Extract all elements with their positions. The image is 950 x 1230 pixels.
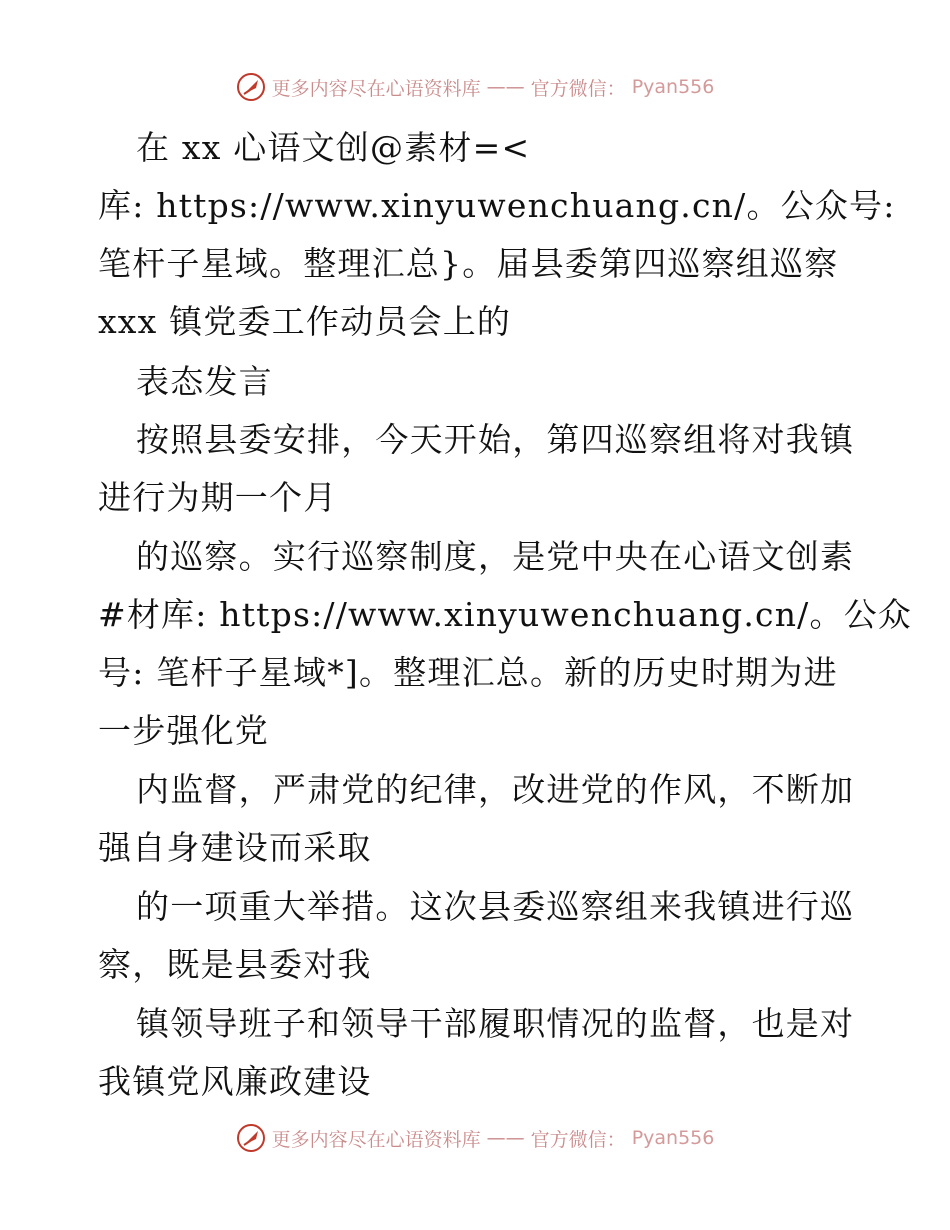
text-line: 内监督，严肃党的纪律，改进党的作风，不断加 — [136, 770, 855, 809]
text-line: 一步强化党 — [98, 711, 269, 750]
text-line: 笔杆子星域。整理汇总}。届县委第四巡察组巡察 — [98, 244, 839, 283]
banner-dash: —— — [486, 1127, 525, 1149]
banner-main-text: 更多内容尽在心语资料库 — [271, 1128, 481, 1151]
quill-logo-icon — [236, 72, 266, 102]
text-line: xxx 镇党委工作动员会上的 — [98, 302, 512, 341]
quill-logo-icon — [236, 1123, 266, 1153]
footer-watermark-banner — [0, 1123, 950, 1153]
banner-suffix-text: 官方微信： — [530, 77, 626, 100]
text-line: 镇领导班子和领导干部履职情况的监督，也是对 — [136, 1004, 855, 1043]
text-line: #材库: https://www.xinyuwenchuang.cn/。公众 — [98, 595, 913, 634]
text-line: 号: 笔杆子星域*]。整理汇总。新的历史时期为进 — [98, 653, 838, 692]
text-line: 按照县委安排，今天开始，第四巡察组将对我镇 — [136, 420, 855, 459]
text-line: 的一项重大举措。这次县委巡察组来我镇进行巡 — [136, 887, 855, 926]
text-line: 在 xx 心语文创@素材=< — [136, 128, 531, 167]
banner-wechat-id: Pyan556 — [631, 76, 715, 98]
header-watermark-banner — [0, 72, 950, 102]
banner-suffix-text: 官方微信： — [530, 1128, 626, 1151]
text-line: 进行为期一个月 — [98, 478, 338, 517]
text-line: 我镇党风廉政建设 — [98, 1062, 372, 1101]
text-line: 察，既是县委对我 — [98, 945, 372, 984]
banner-wechat-id: Pyan556 — [631, 1127, 715, 1149]
text-line: 表态发言 — [136, 362, 273, 401]
text-line: 库: https://www.xinyuwenchuang.cn/。公众号: — [98, 186, 896, 225]
text-line: 强自身建设而采取 — [98, 828, 372, 867]
banner-dash: —— — [486, 76, 525, 98]
text-line: 的巡察。实行巡察制度，是党中央在心语文创素 — [136, 537, 855, 576]
banner-main-text: 更多内容尽在心语资料库 — [271, 77, 481, 100]
